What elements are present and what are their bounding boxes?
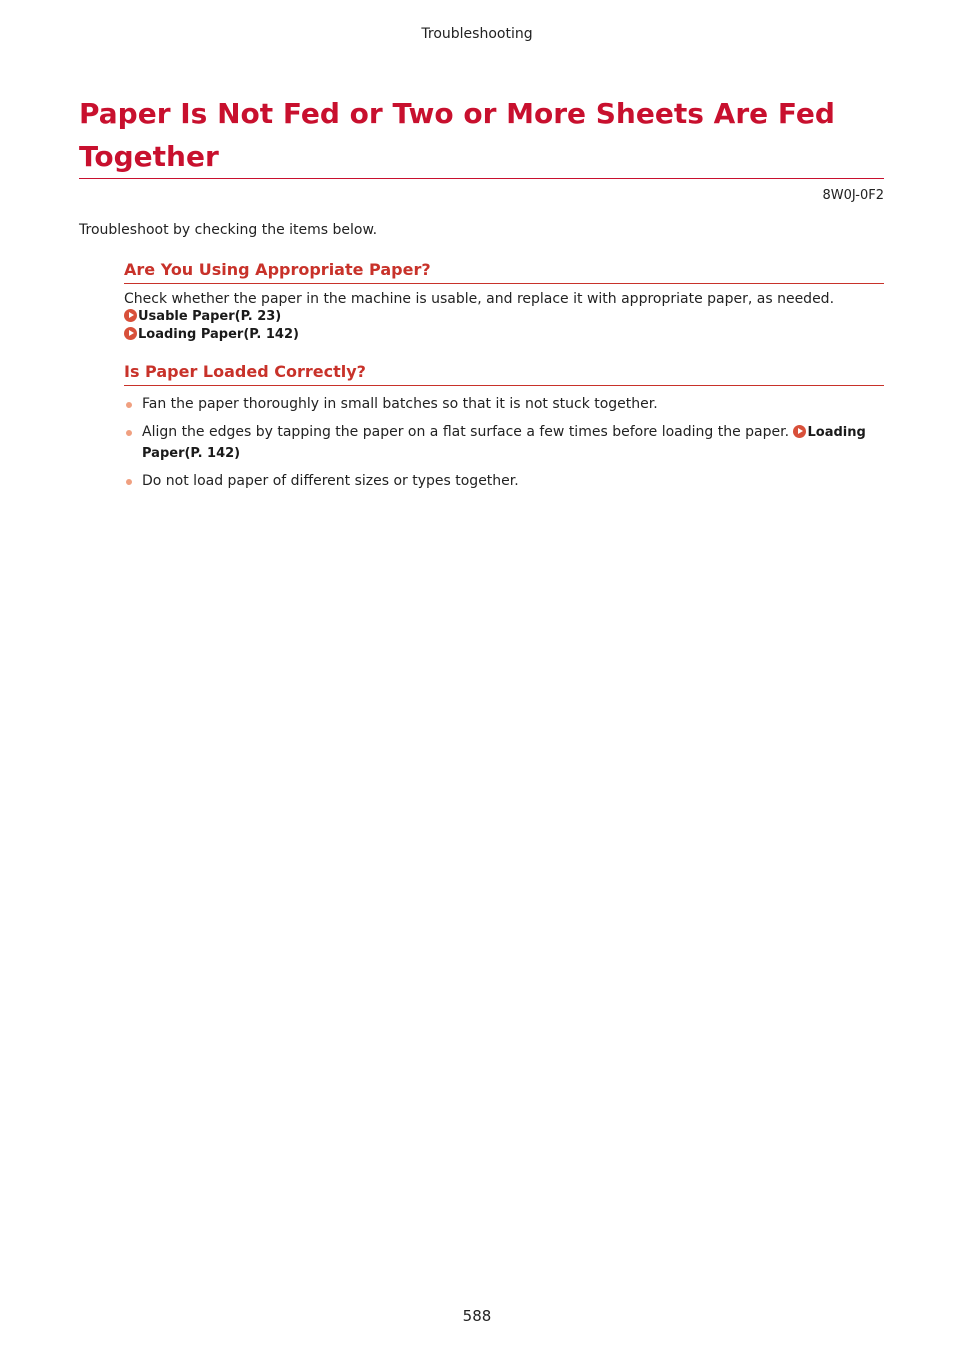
arrow-right-circle-icon [124, 327, 137, 340]
bullet-dot-icon [126, 430, 132, 436]
list-item [124, 422, 884, 464]
list-item-text: Do not load paper of different sizes or types together. [142, 473, 519, 489]
section-paper-loaded-correctly [124, 361, 884, 499]
bullet-dot-icon [126, 479, 132, 485]
page-number: 588 [462, 1307, 492, 1325]
list-item [124, 471, 884, 492]
link-label: Usable Paper(P. 23) [138, 309, 282, 324]
arrow-right-circle-icon [124, 309, 137, 322]
list-item [124, 394, 884, 415]
link-usable-paper[interactable] [124, 308, 884, 326]
arrow-right-circle-icon [793, 425, 806, 438]
bullet-dot-icon [126, 402, 132, 408]
section-appropriate-paper [124, 259, 884, 344]
title-divider [79, 178, 884, 179]
running-header: Troubleshooting [421, 26, 533, 42]
section-text: Check whether the paper in the machine is usable, and replace it with appropriate paper, as needed. [124, 291, 835, 307]
page-title: Paper Is Not Fed or Two or More Sheets Are Fed Together [79, 97, 835, 173]
section-heading: Are You Using Appropriate Paper? [124, 259, 884, 284]
bullet-list [124, 394, 884, 492]
section-heading: Is Paper Loaded Correctly? [124, 361, 884, 386]
document-code: 8W0J-0F2 [822, 188, 884, 203]
link-label: Loading Paper(P. 142) [138, 327, 299, 342]
intro-text: Troubleshoot by checking the items below. [79, 222, 378, 238]
list-item-text: Fan the paper thoroughly in small batches so that it is not stuck together. [142, 396, 658, 412]
link-loading-paper[interactable] [124, 326, 884, 344]
link-label: Loading Paper(P. 142) [142, 425, 866, 461]
list-item-text: Align the edges by tapping the paper on a flat surface a few times before loading the paper. [142, 424, 794, 440]
